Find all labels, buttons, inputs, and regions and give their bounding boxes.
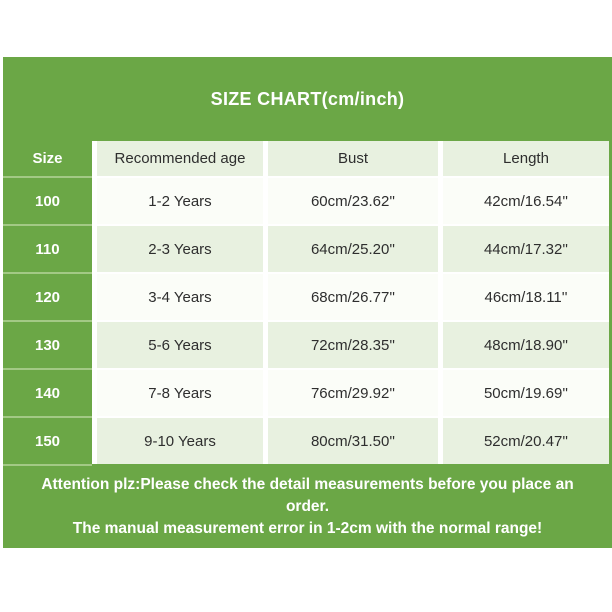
bust-cell: 80cm/31.50'' [268,418,438,464]
size-cell: 100 [3,178,92,224]
size-cell: 140 [3,370,92,416]
size-cell: 110 [3,226,92,272]
bust-cell: 76cm/29.92'' [268,370,438,416]
length-cell: 44cm/17.32'' [443,226,609,272]
age-cell: 5-6 Years [97,322,263,368]
size-cell: 120 [3,274,92,320]
age-cell: 3-4 Years [97,274,263,320]
column-header-size: Size [3,141,92,176]
length-cell: 50cm/19.69'' [443,370,609,416]
size-cell: 150 [3,418,92,464]
age-cell: 2-3 Years [97,226,263,272]
age-cell: 1-2 Years [97,178,263,224]
column-header-bust: Bust [268,141,438,176]
column-header-age: Recommended age [97,141,263,176]
attention-note [3,464,612,540]
bust-cell: 72cm/28.35'' [268,322,438,368]
length-cell: 52cm/20.47'' [443,418,609,464]
column-header-length: Length [443,141,609,176]
bust-cell: 64cm/25.20'' [268,226,438,272]
length-cell: 42cm/16.54'' [443,178,609,224]
size-chart-panel [3,57,612,548]
length-cell: 48cm/18.90'' [443,322,609,368]
age-cell: 9-10 Years [97,418,263,464]
length-cell: 46cm/18.11'' [443,274,609,320]
chart-title: SIZE CHART(cm/inch) [210,88,405,109]
size-cell: 130 [3,322,92,368]
age-cell: 7-8 Years [97,370,263,416]
attention-line-2: order. [285,498,330,515]
attention-line-1: Attention plz:Please check the detail measurements before you place an [41,476,574,493]
attention-line-3: The manual measurement error in 1-2cm with the normal range! [72,520,543,537]
bust-cell: 60cm/23.62'' [268,178,438,224]
bust-cell: 68cm/26.77'' [268,274,438,320]
size-table [3,141,609,464]
